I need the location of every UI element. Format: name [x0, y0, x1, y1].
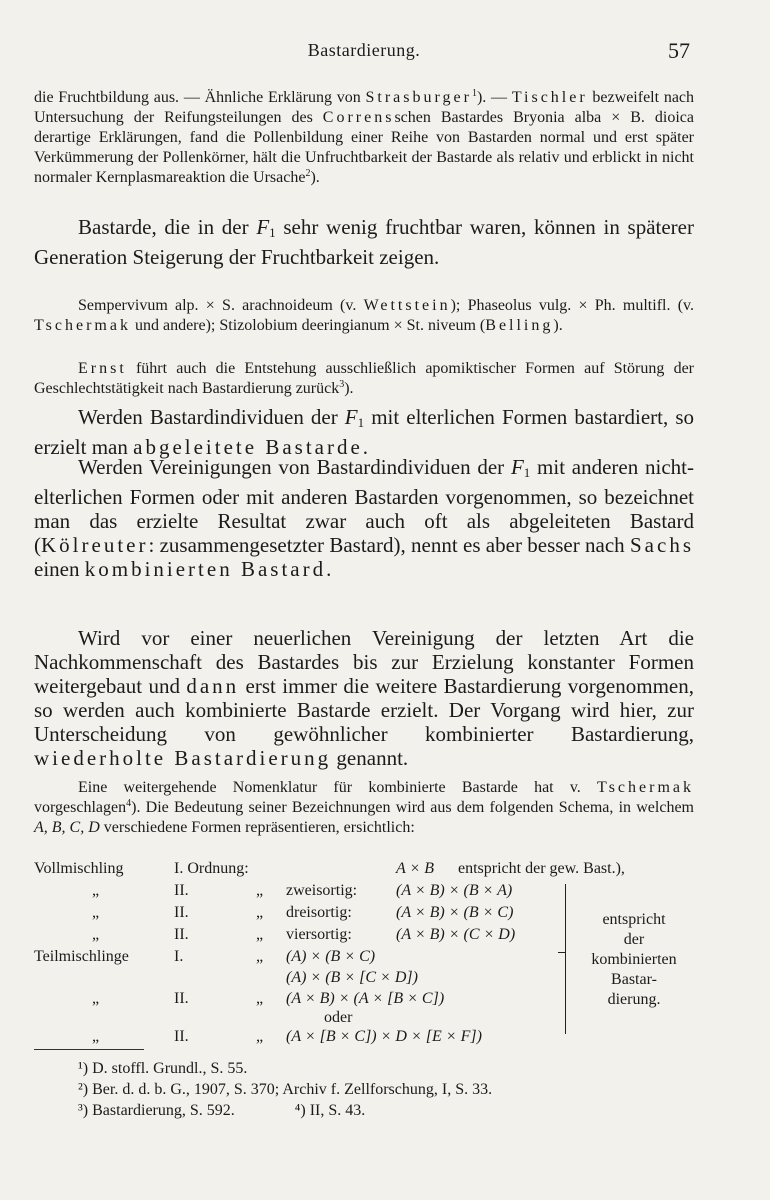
footnote-4: ⁴) II, S. 43.	[294, 1102, 366, 1119]
schema-row	[34, 882, 714, 904]
author-name: Correns	[322, 109, 395, 126]
author-name: Tschermak	[597, 779, 694, 796]
schema-order: II.	[174, 904, 189, 921]
paragraph-fruchtbarkeit: Bastarde, die in der $F_1$ sehr wenig fruchtbar waren, können in späterer Generation Steigerung der Fruchtbarkeit zeigen.	[34, 215, 694, 269]
schema-formula: (A × B) × (C × D)	[396, 926, 516, 943]
paragraph-examples: Sempervivum alp. × S. arachnoideum (v. Wettstein); Phaseolus vulg. × Ph. multifl. (v. Tschermak und andere); Stizolobium deeringianum × St. niveum (Belling).	[34, 297, 694, 334]
footnotes	[78, 1058, 492, 1121]
schema-ditto: „	[256, 990, 264, 1007]
brace-tip	[558, 952, 566, 955]
brace-text: entspricht der kombinierten Bastar- dierung.	[591, 911, 677, 1008]
schema-label: „	[92, 1028, 100, 1045]
paragraph-wiederholte: Wird vor einer neuerlichen Vereinigung der letzten Art die Nachkommenschaft des Bastardes bis zur Erzielung konstanter Formen weitergebaut und dann erst immer die weitere Bastardierung vorgenommen, so werden auch kombinierte Bastarde erzielt. Der Vorgang wird hier, zur Unterscheidung von gewöhnlicher kombinierter Bastardierung, wiederholte Bastardierung genannt.	[34, 626, 694, 770]
schema-formula: (A × B) × (B × A)	[396, 882, 513, 899]
paragraph-fruchtbildung: die Fruchtbildung aus. — Ähnliche Erklärung von Strasburger$^1$). — Tischler bezweifelt nach Untersuchung der Reifungsteilungen des Corrensschen Bastardes Bryonia alba × B. dioica derartige Erklärungen, fand die Pollenbildung einer Reihe von Bastarden normal und erst später Verkümmerung der Pollenkörner, hält die Unfruchtbarkeit der Bastarde als relativ und erblickt in nicht normaler Kernplasmareaktion die Ursache$^2$).	[34, 88, 695, 186]
author-name: Tischler	[511, 89, 588, 106]
running-title: Bastardierung.	[307, 40, 421, 60]
schema-row	[34, 1028, 714, 1050]
schema-kind: viersortig:	[286, 926, 352, 943]
paragraph-abgeleitete: Werden Bastardindividuen der $F_1$ mit elterlichen Formen bastardiert, so erzielt man abgeleitete Bastarde.	[34, 405, 694, 459]
schema-label: „	[92, 904, 100, 921]
schema-label: Teilmischlinge	[34, 948, 129, 965]
schema-order: II.	[174, 882, 189, 899]
schema-formula: (A) × (B × C)	[286, 948, 376, 965]
schema-order: II.	[174, 926, 189, 943]
footnote-2: ²) Ber. d. d. b. G., 1907, S. 370; Archiv f. Zellforschung, I, S. 33.	[78, 1081, 493, 1098]
paragraph-ernst: Ernst führt auch die Entstehung ausschließlich apomiktischer Formen auf Störung der Geschlechtstätigkeit nach Bastardierung zurück$^3$).	[34, 360, 694, 397]
schema-order: I. Ordnung:	[174, 860, 249, 877]
spaced-term: dann	[186, 674, 240, 698]
author-name: Kölreuter	[41, 533, 149, 557]
schema-label: „	[92, 926, 100, 943]
brace	[565, 884, 568, 1034]
schema-label: Vollmischling	[34, 860, 124, 877]
paragraph-kombinierte: Werden Vereinigungen von Bastardindividuen der $F_1$ mit anderen nicht-elterlichen Formen oder mit anderen Bastarden vorgenommen, so bezeichnet man das erzielte Resultat zwar auch oft als abgeleiteten Bastard (Kölreuter: zusammengesetzter Bastard), nennt es aber besser nach Sachs einen kombinierten Bastard.	[34, 455, 694, 581]
spaced-term: kombinierten Bastard	[84, 557, 327, 581]
schema-note: entspricht der gew. Bast.),	[458, 860, 625, 877]
schema-order: I.	[174, 948, 184, 965]
schema-formula: (A × [B × C]) × D × [E × F])	[286, 1028, 482, 1045]
schema-ditto: „	[256, 1028, 264, 1045]
schema-order: II.	[174, 1028, 189, 1045]
schema-label: „	[92, 882, 100, 899]
schema-formula: (A × B) × (A × [B × C])	[286, 990, 445, 1007]
paragraph-nomenklatur: Eine weitergehende Nomenklatur für kombinierte Bastarde hat v. Tschermak vorgeschlagen$^4$). Die Bedeutung seiner Bezeichnungen wird aus dem folgenden Schema, in welchem A, B, C, D verschiedene Formen repräsentieren, ersichtlich:	[34, 779, 694, 836]
schema-formula: A × B	[396, 860, 435, 877]
page-number: 57	[668, 38, 690, 63]
author-name: Sachs	[630, 533, 694, 557]
footnote-rule	[34, 1049, 144, 1050]
author-name: Wettstein	[363, 297, 451, 314]
schema-label: „	[92, 990, 100, 1007]
spaced-term: wiederholte Bastardierung	[34, 746, 332, 770]
schema-kind: zweisortig:	[286, 882, 358, 899]
schema-kind: dreisortig:	[286, 904, 352, 921]
schema-ditto: „	[256, 882, 264, 899]
author-name: Ernst	[78, 360, 127, 377]
author-name: Tschermak	[34, 317, 131, 334]
schema-ditto: „	[256, 926, 264, 943]
schema-order: II.	[174, 990, 189, 1007]
page-header	[34, 40, 694, 66]
author-name: Strasburger	[365, 89, 472, 106]
footnote-1: ¹) D. stoffl. Grundl., S. 55.	[78, 1060, 248, 1077]
schema-formula: (A) × (B × [C × D])	[286, 969, 418, 986]
schema-ditto: „	[256, 948, 264, 965]
footnote-3: ³) Bastardierung, S. 592.	[78, 1102, 235, 1119]
author-name: Belling	[485, 317, 554, 334]
nomenclature-schema	[34, 860, 714, 1045]
schema-formula: oder	[324, 1009, 353, 1026]
spaced-term: abgeleitete Bastarde	[133, 435, 363, 459]
schema-ditto: „	[256, 904, 264, 921]
schema-row	[34, 860, 714, 882]
schema-formula: (A × B) × (B × C)	[396, 904, 514, 921]
